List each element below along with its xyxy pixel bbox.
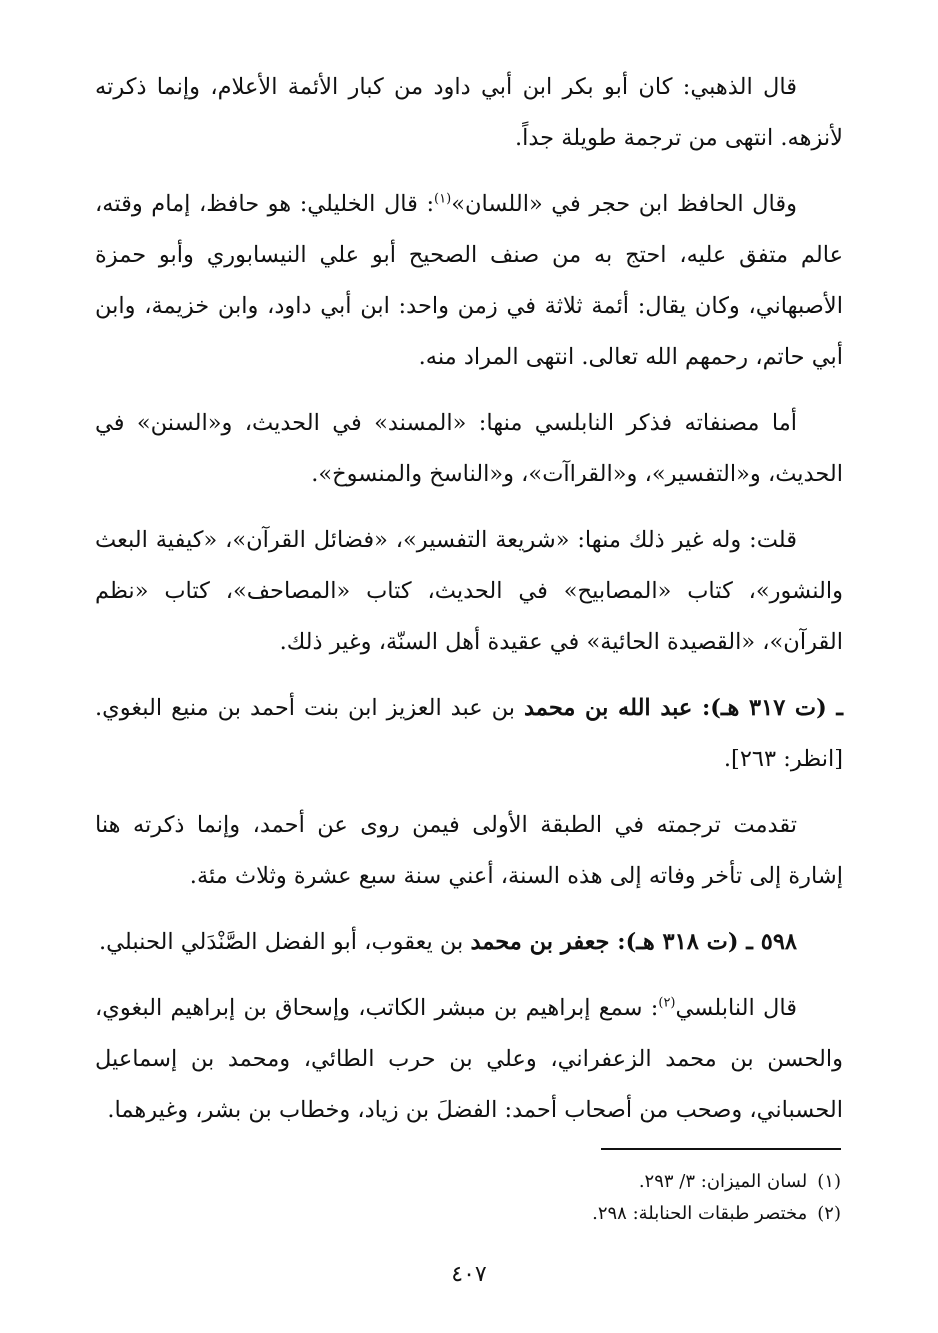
paragraph-baghawi-note: تقدمت ترجمته في الطبقة الأولى فيمن روى عن أحمد، وإنما ذكرته هنا إشارة إلى تأخر وفاته إلى هذه السنة، أعني سنة سبع عشرة وثلاث مئة. bbox=[95, 812, 843, 889]
entry-abdullah-baghawi bbox=[95, 683, 843, 785]
paragraph-text-rest: : سمع إبراهيم بن مبشر الكاتب، وإسحاق بن إبراهيم البغوي، والحسن بن محمد الزعفراني، وعلي بن حرب الطائي، ومحمد بن إسماعيل الحسباني، وصحب من أصحاب أحمد: الفضلَ بن زياد، وخطاب بن بشر، وغيرهما. bbox=[95, 995, 843, 1123]
paragraph-dhahabi-quote: قال الذهبي: كان أبو بكر ابن أبي داود من كبار الأئمة الأعلام، وإنما ذكرته لأنزهه. انتهى من ترجمة طويلة جداً. bbox=[95, 74, 843, 151]
entry-text: بن عبد العزيز ابن بنت أحمد بن منيع البغوي. [انظر: ٢٦٣]. bbox=[95, 695, 843, 772]
entry-heading: ٥٩٨ ـ (ت ٣١٨ هـ): جعفر بن محمد bbox=[470, 929, 797, 955]
paragraph-works: أما مصنفاته فذكر النابلسي منها: «المسند» في الحديث، و«السنن» في الحديث، و«التفسير»، و«القراآت»، و«الناسخ والمنسوخ». bbox=[95, 410, 843, 487]
paragraph-ibn-hajar-quote bbox=[95, 179, 843, 383]
footnote-ref-2: (٢) bbox=[658, 995, 676, 1011]
footnote-text: لسان الميزان: ٣/ ٢٩٣. bbox=[638, 1171, 808, 1192]
footnote-number: (١) bbox=[817, 1171, 841, 1192]
paragraph-text-start: وقال الحافظ ابن حجر في «اللسان» bbox=[451, 191, 797, 217]
entry-text: بن يعقوب، أبو الفضل الصَّنْدَلي الحنبلي. bbox=[99, 929, 471, 955]
page-body bbox=[95, 62, 843, 1151]
paragraph-other-works: قلت: وله غير ذلك منها: «شريعة التفسير»، «فضائل القرآن»، «كيفية البعث والنشور»، كتاب «المصابيح» في الحديث، كتاب «المصاحف»، كتاب «نظم القرآن»، «القصيدة الحائية» في عقيدة أهل السنّة، وغير ذلك. bbox=[95, 527, 843, 655]
entry-598-jafar bbox=[95, 917, 843, 968]
entry-heading: ـ (ت ٣١٧ هـ): عبد الله بن محمد bbox=[524, 695, 843, 721]
footnote-ref-1: (١) bbox=[434, 191, 452, 207]
footnotes bbox=[101, 1166, 841, 1230]
footnote-2 bbox=[101, 1198, 841, 1230]
footnote-number: (٢) bbox=[817, 1203, 841, 1224]
page-number: ٤٠٧ bbox=[451, 1262, 487, 1287]
paragraph-text-start: قال النابلسي bbox=[675, 995, 797, 1021]
paragraph-nabulsi-quote bbox=[95, 983, 843, 1136]
footnote-1 bbox=[101, 1166, 841, 1198]
footnote-divider bbox=[601, 1148, 841, 1150]
paragraph-text-rest: : قال الخليلي: هو حافظ، إمام وقته، عالم متفق عليه، احتج به من صنف الصحيح أبو علي النيسابوري وأبو حمزة الأصبهاني، وكان يقال: أئمة ثلاثة في زمن واحد: ابن أبي داود، وابن خزيمة، وابن أبي حاتم، رحمهم الله تعالى. انتهى المراد منه. bbox=[95, 191, 843, 370]
footnote-text: مختصر طبقات الحنابلة: ٢٩٨. bbox=[592, 1203, 808, 1224]
